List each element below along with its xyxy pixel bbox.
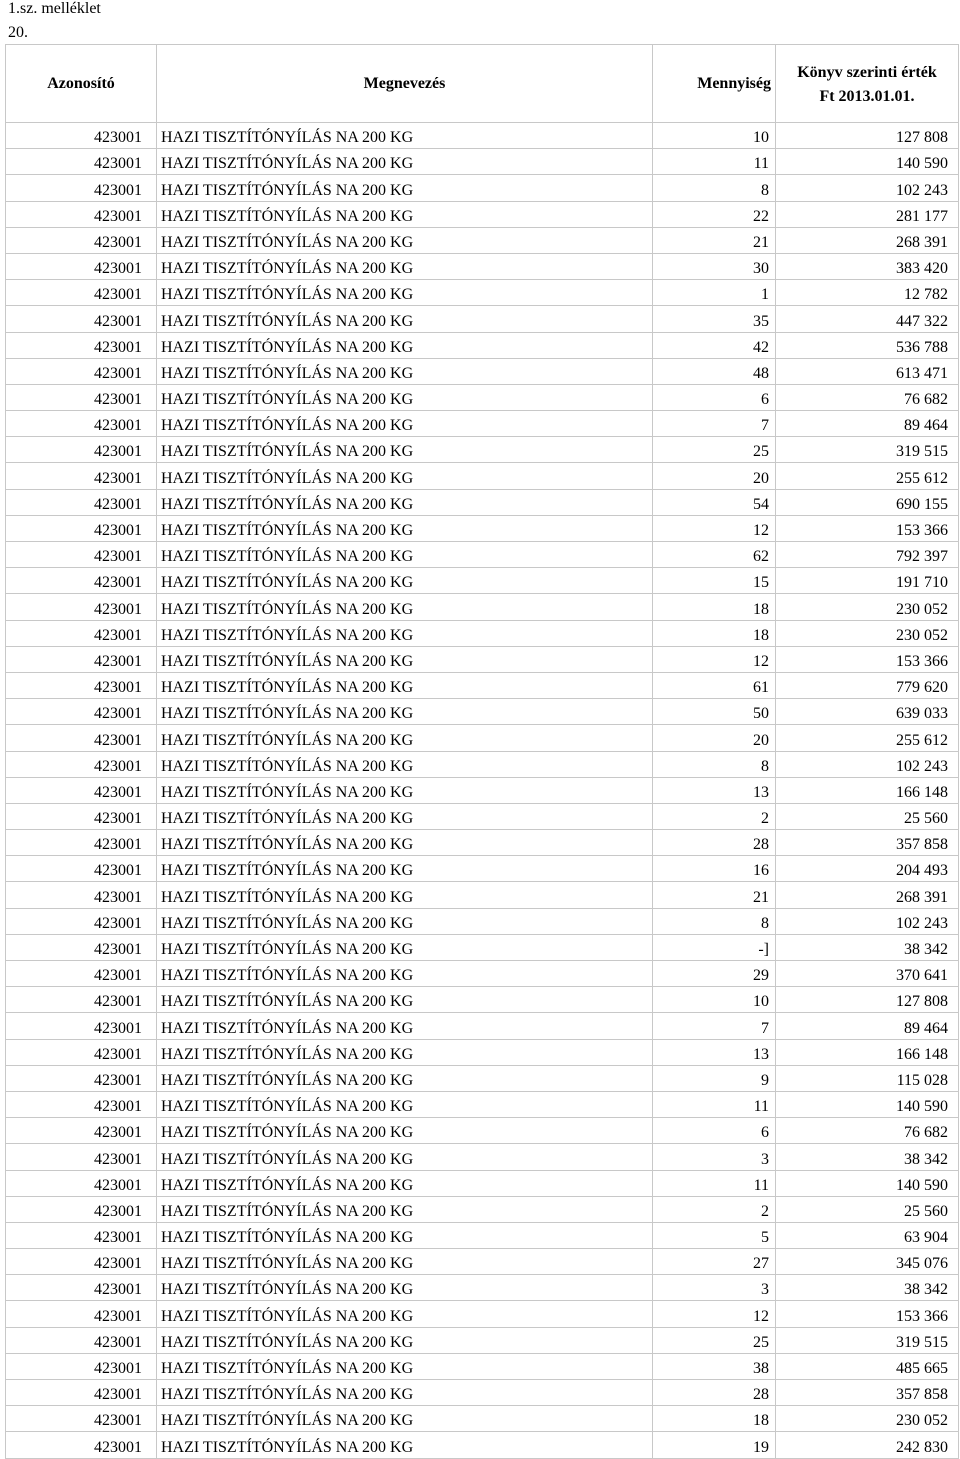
cell-qty: 3	[653, 1275, 776, 1301]
cell-id: 423001	[6, 830, 157, 856]
cell-name: HAZI TISZTÍTÓNYÍLÁS NA 200 KG	[157, 803, 653, 829]
cell-value: 102 243	[776, 751, 959, 777]
cell-name: HAZI TISZTÍTÓNYÍLÁS NA 200 KG	[157, 358, 653, 384]
table-row	[6, 1353, 959, 1379]
cell-name: HAZI TISZTÍTÓNYÍLÁS NA 200 KG	[157, 437, 653, 463]
cell-qty: 28	[653, 1380, 776, 1406]
cell-qty: 18	[653, 620, 776, 646]
cell-id: 423001	[6, 201, 157, 227]
table-row	[6, 1249, 959, 1275]
table-row	[6, 1170, 959, 1196]
cell-qty: 15	[653, 568, 776, 594]
cell-value: 38 342	[776, 1275, 959, 1301]
cell-id: 423001	[6, 934, 157, 960]
cell-qty: 6	[653, 384, 776, 410]
cell-value: 127 808	[776, 987, 959, 1013]
table-row	[6, 987, 959, 1013]
cell-id: 423001	[6, 568, 157, 594]
cell-id: 423001	[6, 411, 157, 437]
cell-name: HAZI TISZTÍTÓNYÍLÁS NA 200 KG	[157, 384, 653, 410]
table-row	[6, 149, 959, 175]
cell-qty: 11	[653, 1091, 776, 1117]
cell-id: 423001	[6, 175, 157, 201]
table-row	[6, 908, 959, 934]
table-row	[6, 594, 959, 620]
cell-id: 423001	[6, 1118, 157, 1144]
table-row	[6, 1406, 959, 1432]
cell-id: 423001	[6, 699, 157, 725]
cell-qty: 61	[653, 672, 776, 698]
table-row	[6, 437, 959, 463]
cell-qty: 62	[653, 542, 776, 568]
cell-name: HAZI TISZTÍTÓNYÍLÁS NA 200 KG	[157, 594, 653, 620]
table-row	[6, 123, 959, 149]
cell-name: HAZI TISZTÍTÓNYÍLÁS NA 200 KG	[157, 568, 653, 594]
cell-qty: 50	[653, 699, 776, 725]
table-row	[6, 1144, 959, 1170]
cell-id: 423001	[6, 751, 157, 777]
cell-qty: 7	[653, 1013, 776, 1039]
cell-qty: 16	[653, 856, 776, 882]
table-row	[6, 1091, 959, 1117]
cell-value: 38 342	[776, 934, 959, 960]
cell-name: HAZI TISZTÍTÓNYÍLÁS NA 200 KG	[157, 699, 653, 725]
table-row	[6, 934, 959, 960]
cell-qty: 1	[653, 280, 776, 306]
cell-name: HAZI TISZTÍTÓNYÍLÁS NA 200 KG	[157, 1222, 653, 1248]
cell-name: HAZI TISZTÍTÓNYÍLÁS NA 200 KG	[157, 1013, 653, 1039]
cell-qty: 2	[653, 1196, 776, 1222]
table-header-row	[6, 45, 959, 123]
cell-name: HAZI TISZTÍTÓNYÍLÁS NA 200 KG	[157, 751, 653, 777]
attachment-label: 1.sz. melléklet	[8, 0, 101, 17]
cell-qty: 18	[653, 594, 776, 620]
cell-qty: 5	[653, 1222, 776, 1248]
cell-name: HAZI TISZTÍTÓNYÍLÁS NA 200 KG	[157, 1406, 653, 1432]
cell-value: 38 342	[776, 1144, 959, 1170]
table-row	[6, 306, 959, 332]
cell-name: HAZI TISZTÍTÓNYÍLÁS NA 200 KG	[157, 1327, 653, 1353]
table-row	[6, 1275, 959, 1301]
table-row	[6, 1013, 959, 1039]
cell-qty: 48	[653, 358, 776, 384]
column-header-value-line2: Ft 2013.01.01.	[819, 87, 915, 105]
table-row	[6, 201, 959, 227]
cell-name: HAZI TISZTÍTÓNYÍLÁS NA 200 KG	[157, 882, 653, 908]
table-row	[6, 1118, 959, 1144]
column-header-id: Azonosító	[6, 45, 157, 123]
table-row	[6, 777, 959, 803]
cell-name: HAZI TISZTÍTÓNYÍLÁS NA 200 KG	[157, 1039, 653, 1065]
table-row	[6, 280, 959, 306]
cell-value: 447 322	[776, 306, 959, 332]
cell-qty: 8	[653, 908, 776, 934]
cell-value: 255 612	[776, 463, 959, 489]
cell-name: HAZI TISZTÍTÓNYÍLÁS NA 200 KG	[157, 1380, 653, 1406]
cell-name: HAZI TISZTÍTÓNYÍLÁS NA 200 KG	[157, 1353, 653, 1379]
cell-value: 140 590	[776, 1170, 959, 1196]
cell-value: 255 612	[776, 725, 959, 751]
cell-id: 423001	[6, 1013, 157, 1039]
cell-name: HAZI TISZTÍTÓNYÍLÁS NA 200 KG	[157, 646, 653, 672]
cell-value: 63 904	[776, 1222, 959, 1248]
cell-value: 127 808	[776, 123, 959, 149]
cell-value: 89 464	[776, 411, 959, 437]
cell-qty: 13	[653, 1039, 776, 1065]
cell-name: HAZI TISZTÍTÓNYÍLÁS NA 200 KG	[157, 620, 653, 646]
cell-id: 423001	[6, 515, 157, 541]
cell-qty: 27	[653, 1249, 776, 1275]
cell-id: 423001	[6, 1301, 157, 1327]
cell-id: 423001	[6, 594, 157, 620]
cell-qty: -]	[653, 934, 776, 960]
cell-value: 345 076	[776, 1249, 959, 1275]
cell-id: 423001	[6, 123, 157, 149]
cell-name: HAZI TISZTÍTÓNYÍLÁS NA 200 KG	[157, 672, 653, 698]
cell-name: HAZI TISZTÍTÓNYÍLÁS NA 200 KG	[157, 175, 653, 201]
cell-name: HAZI TISZTÍTÓNYÍLÁS NA 200 KG	[157, 1065, 653, 1091]
cell-qty: 20	[653, 725, 776, 751]
cell-id: 423001	[6, 306, 157, 332]
table-row	[6, 751, 959, 777]
cell-id: 423001	[6, 803, 157, 829]
table-row	[6, 1196, 959, 1222]
cell-id: 423001	[6, 1249, 157, 1275]
cell-qty: 12	[653, 646, 776, 672]
cell-id: 423001	[6, 725, 157, 751]
cell-value: 89 464	[776, 1013, 959, 1039]
page-number: 20.	[8, 24, 28, 41]
cell-id: 423001	[6, 1380, 157, 1406]
cell-value: 383 420	[776, 253, 959, 279]
cell-name: HAZI TISZTÍTÓNYÍLÁS NA 200 KG	[157, 542, 653, 568]
cell-qty: 10	[653, 123, 776, 149]
table-row	[6, 672, 959, 698]
cell-qty: 29	[653, 961, 776, 987]
cell-value: 166 148	[776, 1039, 959, 1065]
table-row	[6, 384, 959, 410]
cell-name: HAZI TISZTÍTÓNYÍLÁS NA 200 KG	[157, 201, 653, 227]
cell-value: 319 515	[776, 1327, 959, 1353]
cell-name: HAZI TISZTÍTÓNYÍLÁS NA 200 KG	[157, 1144, 653, 1170]
cell-value: 230 052	[776, 1406, 959, 1432]
cell-qty: 42	[653, 332, 776, 358]
cell-id: 423001	[6, 777, 157, 803]
cell-id: 423001	[6, 1170, 157, 1196]
cell-id: 423001	[6, 358, 157, 384]
cell-id: 423001	[6, 437, 157, 463]
cell-id: 423001	[6, 384, 157, 410]
cell-id: 423001	[6, 1222, 157, 1248]
cell-value: 485 665	[776, 1353, 959, 1379]
table-row	[6, 830, 959, 856]
table-row	[6, 620, 959, 646]
column-header-qty: Mennyiség	[653, 45, 776, 123]
cell-id: 423001	[6, 489, 157, 515]
cell-value: 166 148	[776, 777, 959, 803]
cell-id: 423001	[6, 1091, 157, 1117]
cell-name: HAZI TISZTÍTÓNYÍLÁS NA 200 KG	[157, 149, 653, 175]
cell-value: 779 620	[776, 672, 959, 698]
cell-value: 102 243	[776, 175, 959, 201]
cell-name: HAZI TISZTÍTÓNYÍLÁS NA 200 KG	[157, 489, 653, 515]
cell-value: 191 710	[776, 568, 959, 594]
cell-id: 423001	[6, 646, 157, 672]
table-row	[6, 489, 959, 515]
table-row	[6, 568, 959, 594]
cell-id: 423001	[6, 1406, 157, 1432]
table-row	[6, 1432, 959, 1458]
cell-value: 268 391	[776, 882, 959, 908]
cell-name: HAZI TISZTÍTÓNYÍLÁS NA 200 KG	[157, 987, 653, 1013]
table-row	[6, 463, 959, 489]
cell-qty: 21	[653, 882, 776, 908]
table-row	[6, 227, 959, 253]
cell-value: 242 830	[776, 1432, 959, 1458]
cell-id: 423001	[6, 280, 157, 306]
asset-table	[5, 44, 959, 1459]
cell-value: 370 641	[776, 961, 959, 987]
cell-qty: 22	[653, 201, 776, 227]
cell-qty: 8	[653, 175, 776, 201]
cell-id: 423001	[6, 856, 157, 882]
cell-id: 423001	[6, 542, 157, 568]
cell-qty: 7	[653, 411, 776, 437]
cell-name: HAZI TISZTÍTÓNYÍLÁS NA 200 KG	[157, 411, 653, 437]
cell-value: 140 590	[776, 1091, 959, 1117]
table-row	[6, 175, 959, 201]
cell-value: 12 782	[776, 280, 959, 306]
cell-value: 357 858	[776, 1380, 959, 1406]
cell-name: HAZI TISZTÍTÓNYÍLÁS NA 200 KG	[157, 515, 653, 541]
cell-value: 153 366	[776, 1301, 959, 1327]
cell-value: 204 493	[776, 856, 959, 882]
cell-name: HAZI TISZTÍTÓNYÍLÁS NA 200 KG	[157, 1275, 653, 1301]
cell-value: 76 682	[776, 384, 959, 410]
cell-name: HAZI TISZTÍTÓNYÍLÁS NA 200 KG	[157, 777, 653, 803]
cell-qty: 30	[653, 253, 776, 279]
table-row	[6, 1222, 959, 1248]
cell-qty: 28	[653, 830, 776, 856]
cell-name: HAZI TISZTÍTÓNYÍLÁS NA 200 KG	[157, 856, 653, 882]
table-row	[6, 803, 959, 829]
cell-value: 268 391	[776, 227, 959, 253]
cell-qty: 9	[653, 1065, 776, 1091]
cell-qty: 6	[653, 1118, 776, 1144]
cell-id: 423001	[6, 1432, 157, 1458]
cell-id: 423001	[6, 149, 157, 175]
table-row	[6, 725, 959, 751]
cell-qty: 2	[653, 803, 776, 829]
cell-id: 423001	[6, 1065, 157, 1091]
cell-qty: 12	[653, 515, 776, 541]
cell-name: HAZI TISZTÍTÓNYÍLÁS NA 200 KG	[157, 1301, 653, 1327]
cell-qty: 11	[653, 149, 776, 175]
cell-name: HAZI TISZTÍTÓNYÍLÁS NA 200 KG	[157, 253, 653, 279]
cell-qty: 54	[653, 489, 776, 515]
cell-value: 153 366	[776, 646, 959, 672]
cell-id: 423001	[6, 882, 157, 908]
table-row	[6, 1301, 959, 1327]
cell-id: 423001	[6, 1144, 157, 1170]
cell-value: 76 682	[776, 1118, 959, 1144]
cell-qty: 10	[653, 987, 776, 1013]
cell-id: 423001	[6, 1275, 157, 1301]
cell-value: 319 515	[776, 437, 959, 463]
table-row	[6, 542, 959, 568]
cell-qty: 20	[653, 463, 776, 489]
cell-value: 102 243	[776, 908, 959, 934]
cell-name: HAZI TISZTÍTÓNYÍLÁS NA 200 KG	[157, 1432, 653, 1458]
cell-id: 423001	[6, 961, 157, 987]
column-header-value	[776, 45, 959, 123]
cell-id: 423001	[6, 1327, 157, 1353]
cell-qty: 8	[653, 751, 776, 777]
cell-name: HAZI TISZTÍTÓNYÍLÁS NA 200 KG	[157, 306, 653, 332]
cell-name: HAZI TISZTÍTÓNYÍLÁS NA 200 KG	[157, 934, 653, 960]
cell-value: 792 397	[776, 542, 959, 568]
cell-value: 281 177	[776, 201, 959, 227]
cell-qty: 13	[653, 777, 776, 803]
cell-qty: 18	[653, 1406, 776, 1432]
table-row	[6, 646, 959, 672]
cell-name: HAZI TISZTÍTÓNYÍLÁS NA 200 KG	[157, 1091, 653, 1117]
cell-qty: 11	[653, 1170, 776, 1196]
cell-value: 690 155	[776, 489, 959, 515]
cell-value: 140 590	[776, 149, 959, 175]
cell-value: 115 028	[776, 1065, 959, 1091]
table-row	[6, 515, 959, 541]
cell-value: 25 560	[776, 803, 959, 829]
cell-name: HAZI TISZTÍTÓNYÍLÁS NA 200 KG	[157, 725, 653, 751]
cell-value: 613 471	[776, 358, 959, 384]
cell-value: 25 560	[776, 1196, 959, 1222]
cell-value: 153 366	[776, 515, 959, 541]
cell-name: HAZI TISZTÍTÓNYÍLÁS NA 200 KG	[157, 332, 653, 358]
cell-qty: 25	[653, 1327, 776, 1353]
cell-value: 639 033	[776, 699, 959, 725]
table-row	[6, 961, 959, 987]
cell-id: 423001	[6, 1196, 157, 1222]
cell-name: HAZI TISZTÍTÓNYÍLÁS NA 200 KG	[157, 1196, 653, 1222]
table-row	[6, 1380, 959, 1406]
table-row	[6, 882, 959, 908]
column-header-value-line1: Könyv szerinti érték	[797, 63, 937, 81]
table-row	[6, 358, 959, 384]
table-row	[6, 699, 959, 725]
cell-qty: 19	[653, 1432, 776, 1458]
cell-name: HAZI TISZTÍTÓNYÍLÁS NA 200 KG	[157, 908, 653, 934]
cell-qty: 3	[653, 1144, 776, 1170]
cell-id: 423001	[6, 1353, 157, 1379]
table-row	[6, 1327, 959, 1353]
cell-name: HAZI TISZTÍTÓNYÍLÁS NA 200 KG	[157, 280, 653, 306]
cell-id: 423001	[6, 908, 157, 934]
cell-qty: 38	[653, 1353, 776, 1379]
column-header-name: Megnevezés	[157, 45, 653, 123]
cell-id: 423001	[6, 672, 157, 698]
cell-name: HAZI TISZTÍTÓNYÍLÁS NA 200 KG	[157, 830, 653, 856]
cell-value: 536 788	[776, 332, 959, 358]
cell-name: HAZI TISZTÍTÓNYÍLÁS NA 200 KG	[157, 123, 653, 149]
table-row	[6, 856, 959, 882]
cell-name: HAZI TISZTÍTÓNYÍLÁS NA 200 KG	[157, 961, 653, 987]
cell-qty: 12	[653, 1301, 776, 1327]
cell-name: HAZI TISZTÍTÓNYÍLÁS NA 200 KG	[157, 463, 653, 489]
cell-value: 230 052	[776, 594, 959, 620]
cell-qty: 21	[653, 227, 776, 253]
table-row	[6, 1039, 959, 1065]
cell-id: 423001	[6, 463, 157, 489]
cell-id: 423001	[6, 253, 157, 279]
cell-name: HAZI TISZTÍTÓNYÍLÁS NA 200 KG	[157, 227, 653, 253]
cell-id: 423001	[6, 332, 157, 358]
cell-value: 357 858	[776, 830, 959, 856]
cell-name: HAZI TISZTÍTÓNYÍLÁS NA 200 KG	[157, 1249, 653, 1275]
table-row	[6, 332, 959, 358]
table-row	[6, 253, 959, 279]
table-row	[6, 1065, 959, 1091]
cell-qty: 25	[653, 437, 776, 463]
cell-id: 423001	[6, 987, 157, 1013]
cell-id: 423001	[6, 1039, 157, 1065]
cell-value: 230 052	[776, 620, 959, 646]
cell-id: 423001	[6, 227, 157, 253]
cell-name: HAZI TISZTÍTÓNYÍLÁS NA 200 KG	[157, 1170, 653, 1196]
cell-name: HAZI TISZTÍTÓNYÍLÁS NA 200 KG	[157, 1118, 653, 1144]
cell-id: 423001	[6, 620, 157, 646]
cell-qty: 35	[653, 306, 776, 332]
table-row	[6, 411, 959, 437]
